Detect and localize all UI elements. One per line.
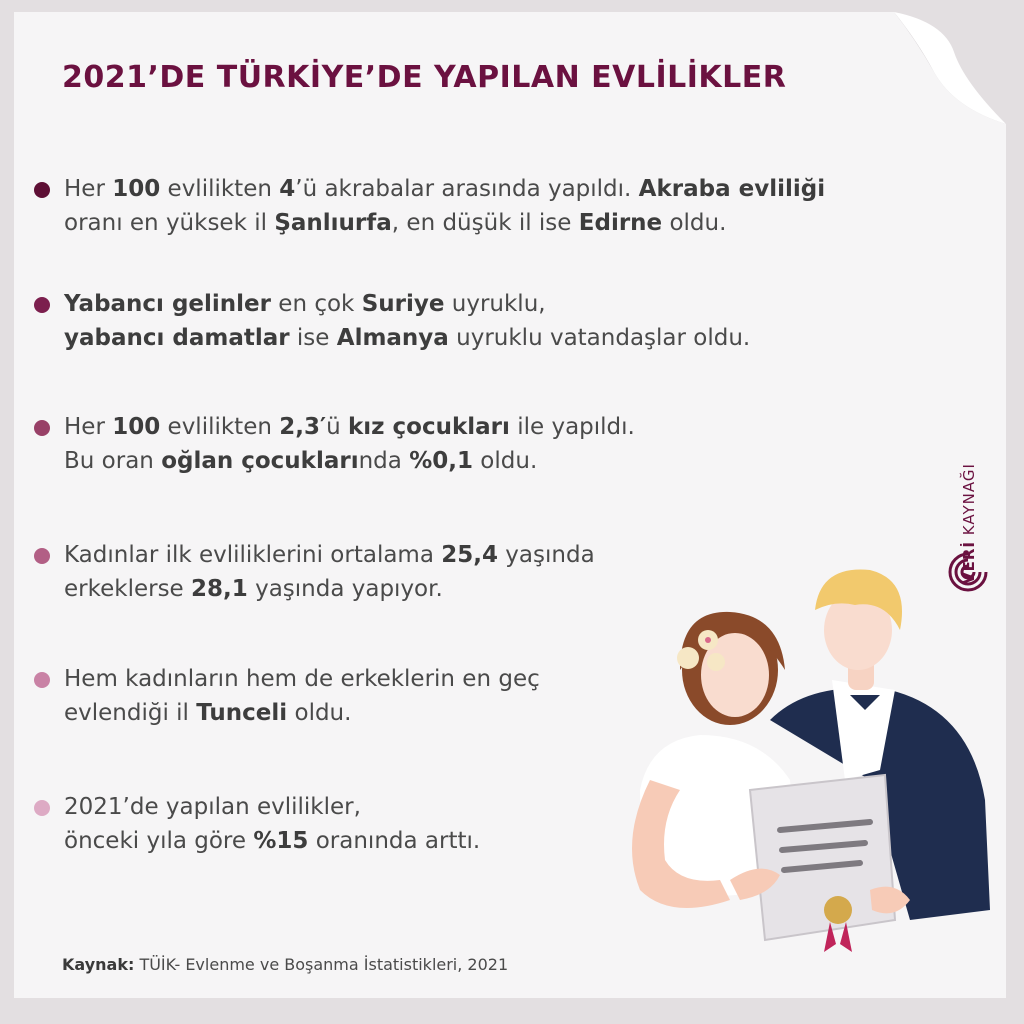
fact-emphasis: %15	[253, 828, 309, 854]
wedding-couple-illustration	[610, 560, 1010, 1000]
fact-emphasis: 2,3′	[279, 414, 327, 440]
fact-segment: yaşında yapıyor.	[247, 576, 443, 602]
fact-emphasis: 100	[112, 414, 161, 440]
bullet-icon	[34, 182, 50, 198]
fact-segment: nda	[358, 448, 410, 474]
fact-emphasis: Tunceli	[196, 700, 288, 726]
fact-segment: uyruklu vatandaşlar oldu.	[448, 325, 751, 351]
fact-emphasis: %0,1	[409, 448, 473, 474]
fact-emphasis: 100	[112, 176, 161, 202]
fact-text	[64, 172, 974, 240]
fact-emphasis: Yabancı gelinler	[64, 291, 271, 317]
fact-segment: Hem kadınların hem de erkeklerin en geç evlendiği il	[64, 666, 540, 726]
source-note	[62, 955, 508, 974]
fact-segment: Her	[64, 176, 113, 202]
fact-segment: 2021’de yapılan evlilikler, önceki yıla göre	[64, 794, 361, 854]
fact-emphasis: kız çocukları	[347, 414, 510, 440]
fact-emphasis: Şanlıurfa	[274, 210, 392, 236]
fact-item-1	[34, 172, 974, 240]
fact-text	[64, 287, 974, 355]
fact-emphasis: 4	[279, 176, 296, 202]
fact-segment: Her	[64, 414, 113, 440]
source-text: TÜİK- Evlenme ve Boşanma İstatistikleri, 2021	[134, 955, 509, 974]
fact-item-2	[34, 287, 974, 355]
source-label: Kaynak:	[62, 955, 135, 974]
fact-emphasis: 28,1	[191, 576, 248, 602]
bullet-icon	[34, 800, 50, 816]
fact-segment: ’ü akrabalar arasında yapıldı.	[295, 176, 639, 202]
fact-emphasis: Edirne	[578, 210, 663, 236]
fact-emphasis: Akraba evliliği	[638, 176, 826, 202]
fact-segment: uyruklu,	[451, 291, 546, 317]
fact-segment: oldu.	[287, 700, 352, 726]
fact-segment: ile yapıldı. Bu oran	[64, 414, 635, 474]
fact-segment: ü	[326, 414, 348, 440]
fact-segment: evlilikten	[160, 176, 280, 202]
fact-segment: oranında arttı.	[308, 828, 481, 854]
fact-emphasis: 25,4	[441, 542, 498, 568]
fact-segment: oranı en yüksek il	[64, 210, 267, 236]
page-curl-icon	[894, 12, 1006, 124]
bullet-icon	[34, 548, 50, 564]
fact-segment: oldu.	[473, 448, 538, 474]
fact-emphasis: Almanya	[336, 325, 449, 351]
fact-segment: en çok	[270, 291, 362, 317]
bullet-icon	[34, 297, 50, 313]
fact-segment: yaşında erkeklerse	[64, 542, 595, 602]
fact-segment: Kadınlar ilk evliliklerini ortalama	[64, 542, 442, 568]
fact-item-3	[34, 410, 974, 478]
bullet-icon	[34, 420, 50, 436]
fact-segment: ise	[289, 325, 337, 351]
fact-emphasis: oğlan çocukları	[161, 448, 359, 474]
fact-segment: , en düşük il ise	[391, 210, 579, 236]
fact-emphasis: yabancı damatlar	[64, 325, 290, 351]
page-title: 2021’DE TÜRKİYE’DE YAPILAN EVLİLİKLER	[62, 60, 787, 95]
fact-text	[64, 410, 974, 478]
bullet-icon	[34, 672, 50, 688]
fact-emphasis: Suriye	[361, 291, 445, 317]
fact-segment: evlilikten	[160, 414, 280, 440]
logo-text: VERİ KAYNAĞI	[960, 463, 978, 584]
fact-segment: oldu.	[662, 210, 727, 236]
